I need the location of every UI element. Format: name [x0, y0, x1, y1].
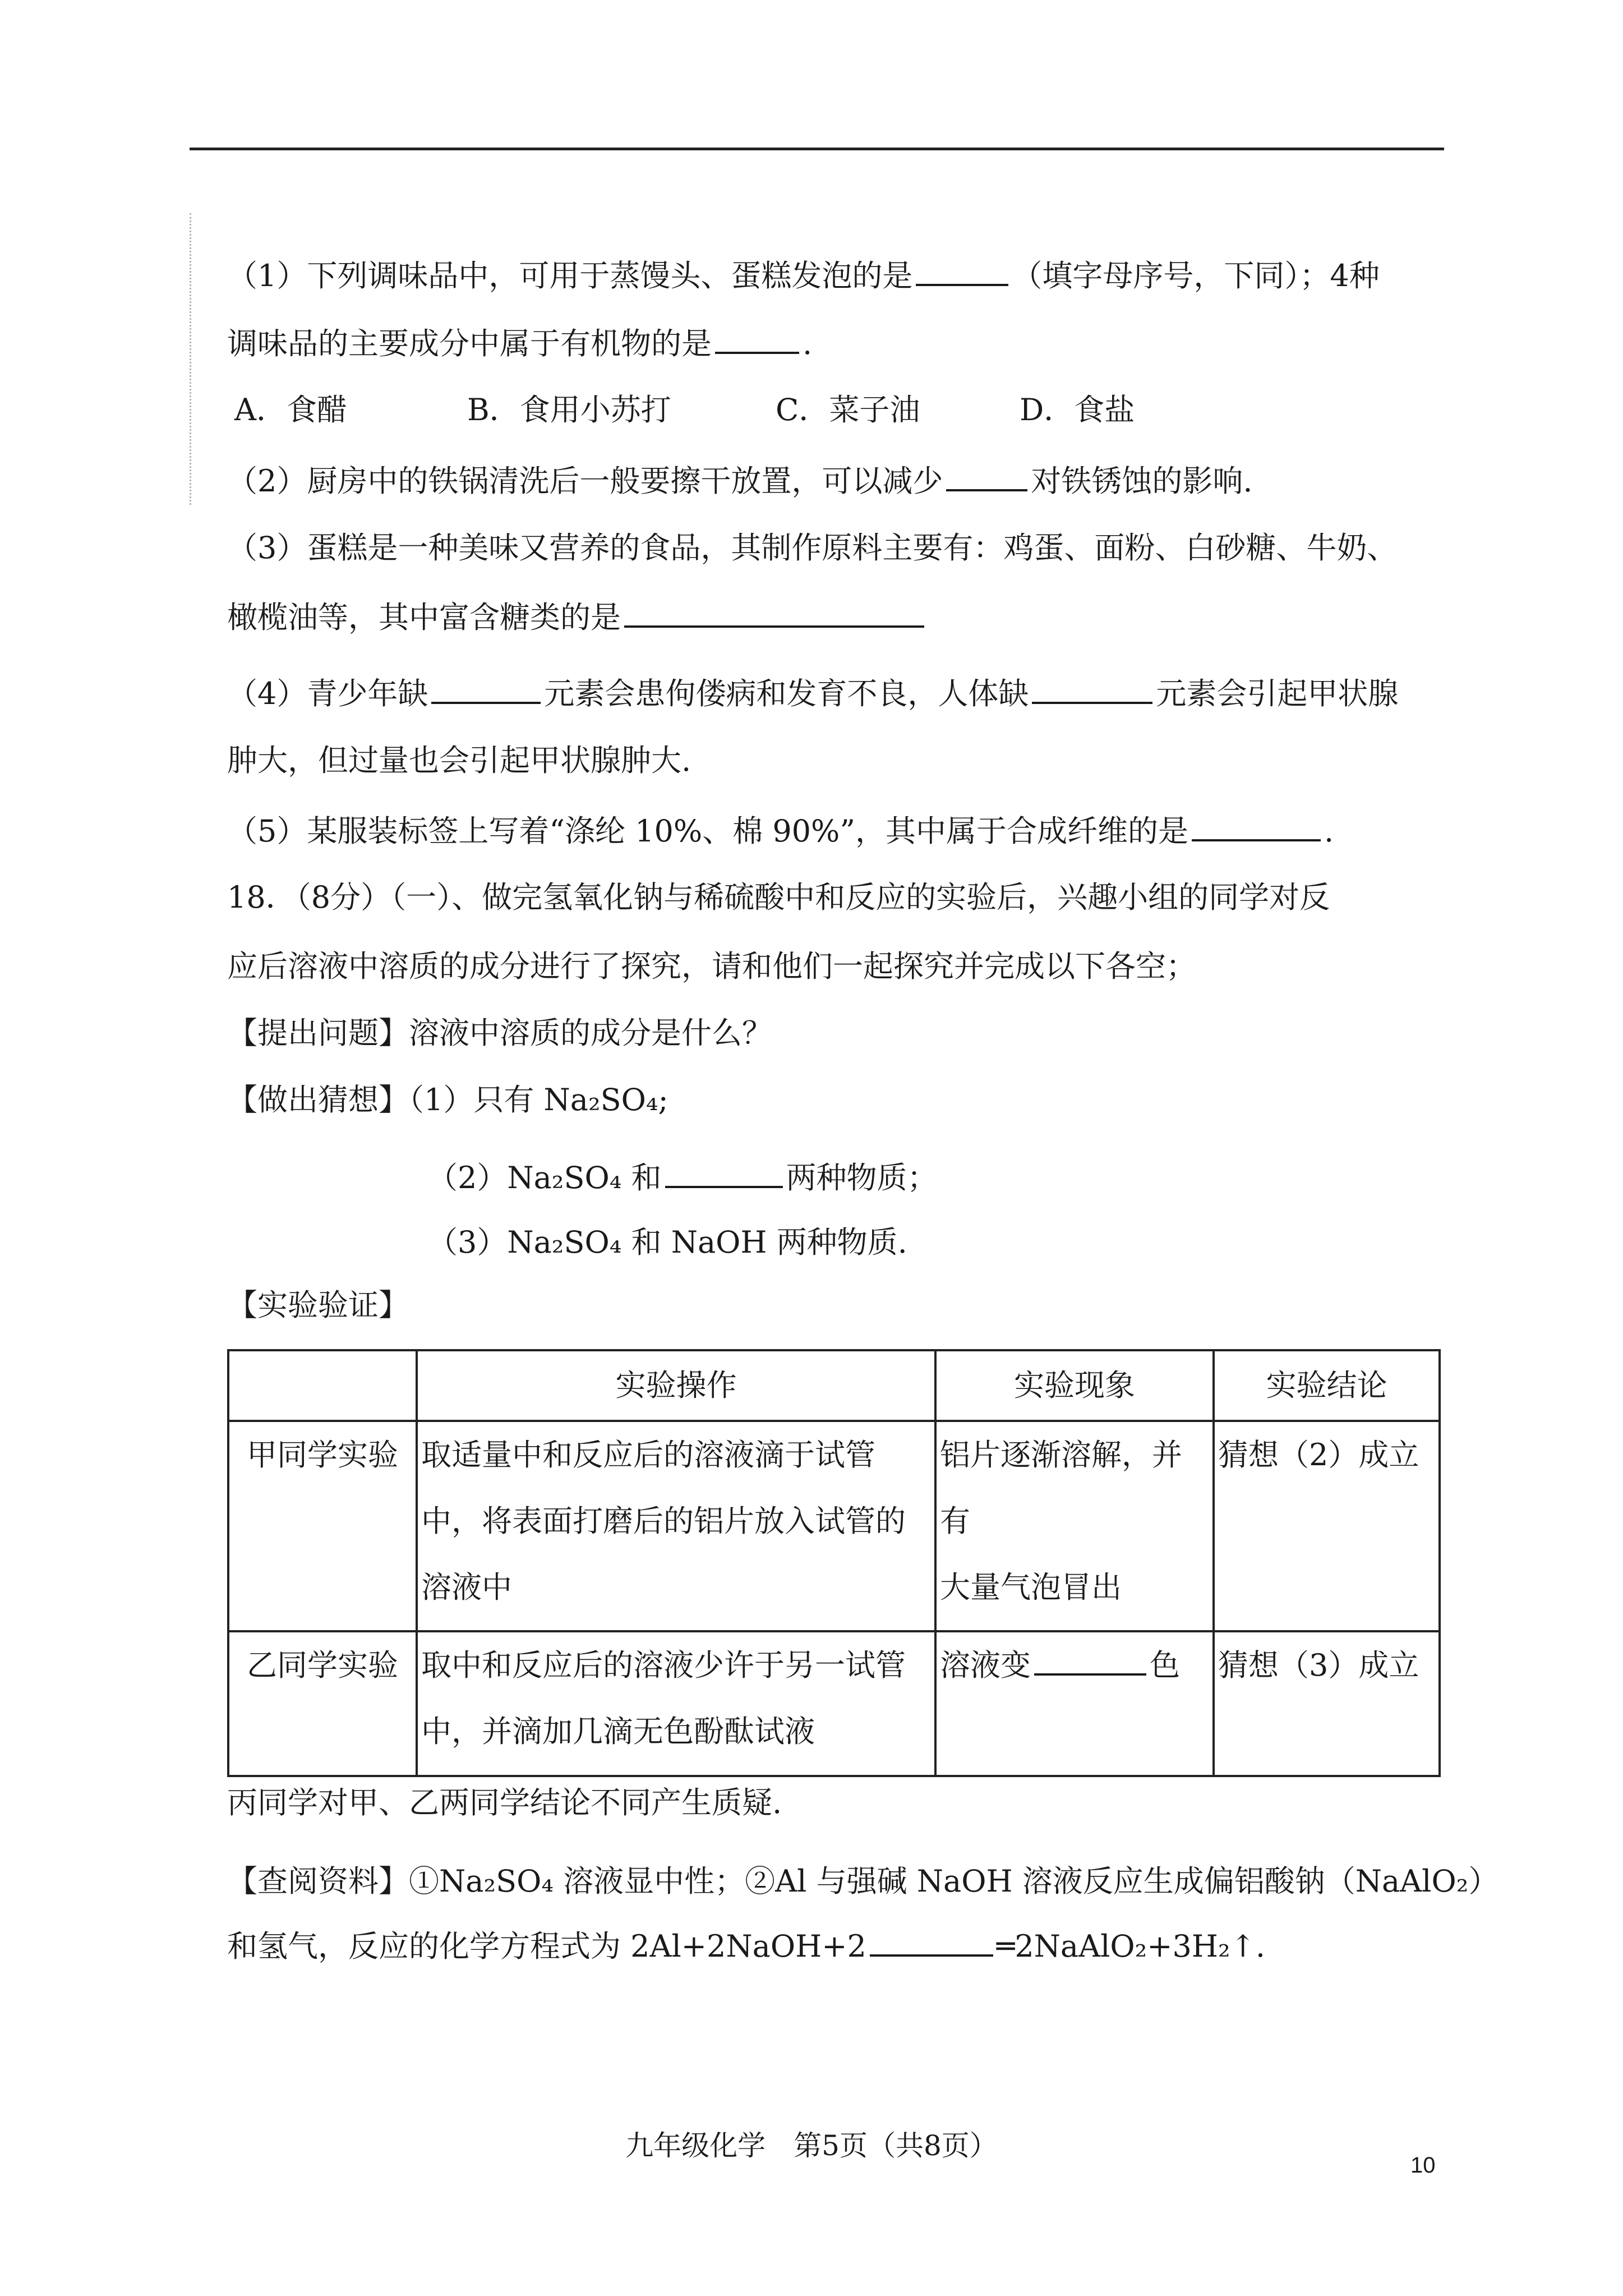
table-cell-phenomenon: 溶液变 色: [935, 1631, 1214, 1776]
q18-guess2: （2）Na₂SO₄ 和 两种物质；: [427, 1160, 938, 1195]
q18-intro-line1: 18．（8分）（一）、做完氢氧化钠与稀硫酸中和反应的实验后，兴趣小组的同学对反: [227, 880, 1330, 915]
table-cell-conclusion: 猜想（2）成立: [1214, 1421, 1440, 1631]
blank-guess2[interactable]: [665, 1161, 783, 1188]
q18-intro-line2: 应后溶液中溶质的成分进行了探究，请和他们一起探究并完成以下各空；: [227, 949, 1196, 984]
q17-p3-line2: 橄榄油等，其中富含糖类的是: [227, 601, 928, 633]
q18-info-line2: 和氢气，反应的化学方程式为 2Al+2NaOH+2 ═2NaAlO₂+3H₂↑.: [227, 1929, 1266, 1964]
table-cell-operation: 取适量中和反应后的溶液滴于试管 中，将表面打磨后的铝片放入试管的 溶液中: [417, 1421, 935, 1631]
blank-color[interactable]: [1034, 1649, 1146, 1676]
blank-leavening[interactable]: [916, 259, 1008, 286]
blank-rust[interactable]: [946, 464, 1027, 491]
experiment-table: [227, 1349, 1441, 1777]
binding-margin: [190, 213, 191, 505]
table-cell-conclusion: 猜想（3）成立: [1214, 1631, 1440, 1776]
blank-thyroid-element[interactable]: [1032, 677, 1152, 704]
q17-p4-line1: （4）青少年缺 元素会患佝偻病和发育不良，人体缺 元素会引起甲状腺: [227, 676, 1399, 711]
table-header-cell: [228, 1350, 417, 1421]
q17-p1-line2: 调味品的主要成分中属于有机物的是 .: [227, 326, 813, 361]
blank-sugar[interactable]: [624, 601, 924, 628]
blank-synthetic-fiber[interactable]: [1192, 815, 1321, 841]
table-header-cell: 实验现象: [935, 1350, 1214, 1421]
option-b: B．食用小苏打: [467, 392, 671, 427]
q18-info-line1: 【查阅资料】①Na₂SO₄ 溶液显中性；②Al 与强碱 NaOH 溶液反应生成偏铝酸钠（NaAlO₂）: [227, 1864, 1499, 1899]
section-label: 【做出猜想】: [227, 1082, 409, 1117]
table-row: [228, 1421, 1440, 1631]
q17-p2: （2）厨房中的铁锅清洗后一般要擦干放置，可以减少 对铁锈蚀的影响.: [227, 463, 1253, 499]
table-cell-who: 甲同学实验: [228, 1421, 417, 1631]
option-c: C．菜子油: [776, 392, 920, 427]
table-header-cell: 实验结论: [1214, 1350, 1440, 1421]
table-cell-operation: 取中和反应后的溶液少许于另一试管 中，并滴加几滴无色酚酞试液: [417, 1631, 935, 1776]
section-label: 【实验验证】: [227, 1287, 409, 1323]
section-label: 【提出问题】: [227, 1015, 409, 1051]
table-row: [228, 1631, 1440, 1776]
option-a: A．食醋: [234, 392, 347, 427]
table-cell-phenomenon: 铝片逐渐溶解，并有 大量气泡冒出: [935, 1421, 1214, 1631]
blank-equation[interactable]: [870, 1930, 993, 1957]
blank-organic[interactable]: [715, 327, 799, 354]
q17-p3-line1: （3）蛋糕是一种美味又营养的食品，其制作原料主要有：鸡蛋、面粉、白砂糖、牛奶、: [227, 530, 1398, 565]
page-number: 10: [1410, 2153, 1436, 2178]
table-header-row: [228, 1350, 1440, 1421]
table-header-cell: 实验操作: [417, 1350, 935, 1421]
option-d: D．食盐: [1020, 392, 1135, 427]
header-rule: [190, 148, 1444, 150]
q17-p1-line1: （1）下列调味品中，可用于蒸馒头、蛋糕发泡的是 （填字母序号，下同）；4种: [227, 258, 1380, 293]
q18-question: 【提出问题】溶液中溶质的成分是什么？: [227, 1015, 772, 1051]
q17-p5: （5）某服装标签上写着“涤纶 10%、棉 90%”，其中属于合成纤维的是 .: [227, 813, 1334, 849]
table-cell-who: 乙同学实验: [228, 1631, 417, 1776]
page-footer: 九年级化学 第5页（共8页）: [625, 2129, 998, 2162]
q18-guess3: （3）Na₂SO₄ 和 NaOH 两种物质.: [427, 1225, 907, 1260]
q18-doubt: 丙同学对甲、乙两同学结论不同产生质疑.: [227, 1785, 782, 1820]
blank-rickets-element[interactable]: [431, 677, 541, 704]
q17-p4-line2: 肿大，但过量也会引起甲状腺肿大.: [227, 743, 691, 778]
section-label: 【查阅资料】: [227, 1864, 409, 1899]
q18-guess1: 【做出猜想】（1）只有 Na₂SO₄;: [227, 1082, 668, 1117]
